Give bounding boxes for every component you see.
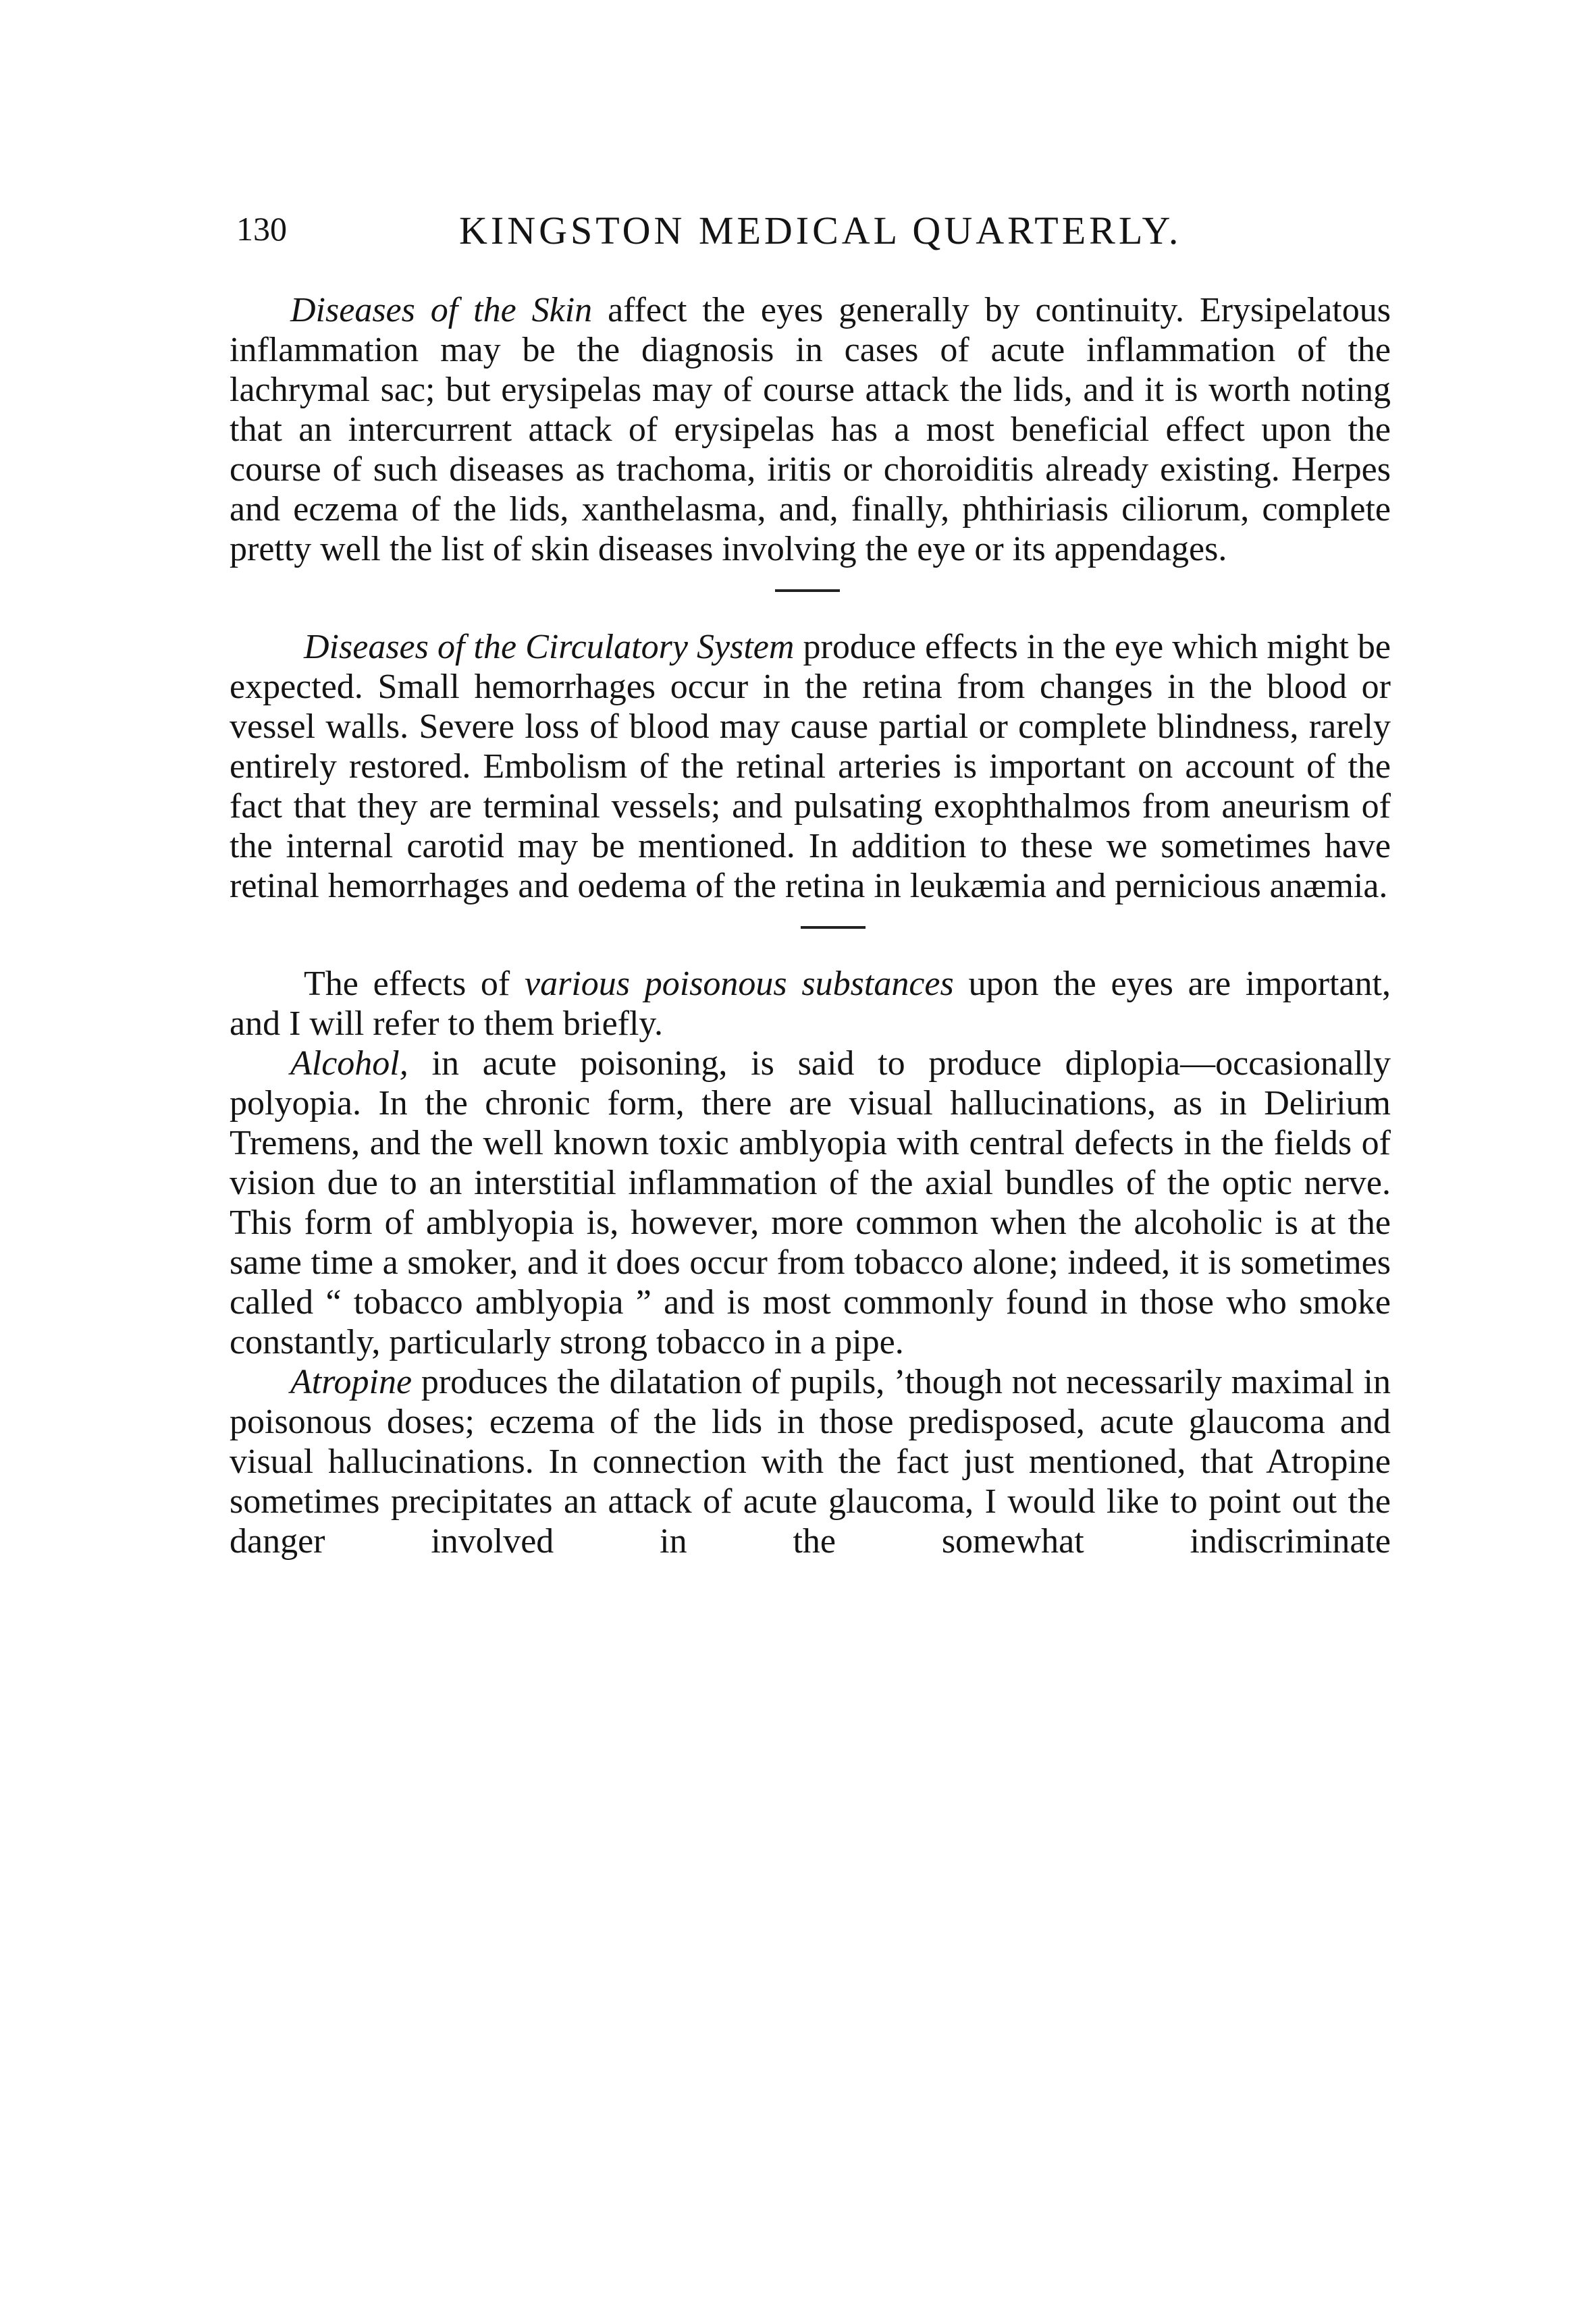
circulatory-heading: Diseases of the Circulatory System (304, 628, 795, 666)
skin-heading: Diseases of the Skin (290, 291, 593, 329)
circulatory-text: produce effects in the eye which might be expected. Small hemorrhages occur in the retina from changes in the blood or vessel walls. Severe loss of blood may cause partial or complete blindness, rarely entirely restored. Embolism of the retinal arteries is important on account of the fact that they are terminal vessels; and pulsating exophthalmos from aneurism of the internal carotid may be mentioned. In addition to these we sometimes have retinal hemorrhages and oedema of the retina in leukæmia and pernicious anæmia. (230, 628, 1391, 905)
poisons-intro-after: upon the eyes are important, and I will refer to them briefly. (230, 965, 1391, 1043)
section-divider (801, 926, 866, 929)
poisons-intro-paragraph (230, 964, 1391, 1044)
skin-diseases-paragraph (230, 290, 1391, 569)
alcohol-text: in acute poisoning, is said to produce diplopia—occasionally polyopia. In the chronic form, there are visual hallucinations, as in Delirium Tremens, and the well known toxic amblyopia with central defects in the fields of vision due to an interstitial inflammation of the axial bundles of the optic nerve. This form of amblyopia is, however, more common when the alcoholic is at the same time a smoker, and it does occur from tobacco alone; indeed, it is sometimes called “ tobacco amblyopia ” and is most commonly found in those who smoke constantly, particularly strong tobacco in a pipe. (230, 1044, 1391, 1361)
document-page (230, 202, 1391, 1561)
poisons-intro-before: The effects of (304, 965, 525, 1003)
poisons-intro-emphasis: various poisonous substances (525, 965, 954, 1003)
alcohol-paragraph (230, 1044, 1391, 1362)
running-title: KINGSTON MEDICAL QUARTERLY. (459, 209, 1182, 252)
skin-text: affect the eyes generally by continuity. Erysipelatous inflammation may be the diagnosis in cases of acute inflammation of the lachrymal sac; but erysipelas may of course attack the lids, and it is worth noting that an intercurrent attack of erysipelas has a most beneficial effect upon the course of such diseases as trachoma, iritis or choroiditis already existing. Herpes and eczema of the lids, xanthelasma, and, finally, phthiriasis ciliorum, complete pretty well the list of skin diseases involving the eye or its appendages. (230, 291, 1391, 568)
page-header (230, 202, 1391, 263)
alcohol-heading: Alcohol, (290, 1044, 408, 1083)
circulatory-paragraph (230, 627, 1391, 906)
section-divider (775, 589, 840, 592)
atropine-text: produces the dilatation of pupils, ’though not necessarily maximal in poisonous doses; eczema of the lids in those predisposed, acute glaucoma and visual hallucinations. In connection with the fact just mentioned, that Atropine sometimes precipitates an attack of acute glaucoma, I would like to point out the danger involved in the somewhat indiscriminate (230, 1363, 1391, 1561)
atropine-heading: Atropine (290, 1363, 413, 1401)
page-number: 130 (236, 210, 287, 248)
atropine-paragraph (230, 1362, 1391, 1561)
